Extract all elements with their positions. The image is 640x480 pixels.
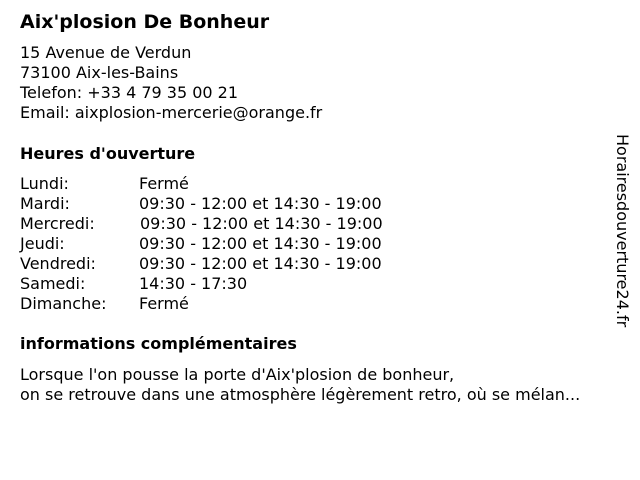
phone-number: Telefon: +33 4 79 35 00 21 xyxy=(20,83,239,102)
hours-value: 09:30 - 12:00 et 14:30 - 19:00 xyxy=(139,254,382,273)
description-line: on se retrouve dans une atmosphère légèrement retro, où se mélan... xyxy=(20,385,581,404)
additional-info-text xyxy=(20,365,632,405)
day-label: Jeudi: xyxy=(20,234,65,253)
hours-value: Fermé xyxy=(139,294,189,313)
street-address: 15 Avenue de Verdun xyxy=(20,43,192,62)
description-line: Lorsque l'on pousse la porte d'Aix'plosion de bonheur, xyxy=(20,365,455,384)
day-label: Samedi: xyxy=(20,274,86,293)
city-address: 73100 Aix-les-Bains xyxy=(20,63,179,82)
day-label: Mardi: xyxy=(20,194,70,213)
address-block xyxy=(20,43,322,123)
day-label: Vendredi: xyxy=(20,254,96,273)
additional-info-heading: informations complémentaires xyxy=(20,334,297,353)
opening-hours-heading: Heures d'ouverture xyxy=(20,144,196,163)
hours-value: 09:30 - 12:00 et 14:30 - 19:00 xyxy=(139,234,382,253)
hours-value: 09:30 - 12:00 et 14:30 - 19:00 xyxy=(140,214,383,233)
hours-value: 09:30 - 12:00 et 14:30 - 19:00 xyxy=(139,194,382,213)
hours-value: Fermé xyxy=(139,174,189,193)
day-label: Mercredi: xyxy=(20,214,95,233)
email-address: Email: aixplosion-mercerie@orange.fr xyxy=(20,103,323,122)
business-name: Aix'plosion De Bonheur xyxy=(20,11,270,33)
day-label: Dimanche: xyxy=(20,294,107,313)
day-label: Lundi: xyxy=(20,174,69,193)
site-watermark: Horairesdouverture24.fr xyxy=(613,134,632,328)
hours-value: 14:30 - 17:30 xyxy=(139,274,248,293)
